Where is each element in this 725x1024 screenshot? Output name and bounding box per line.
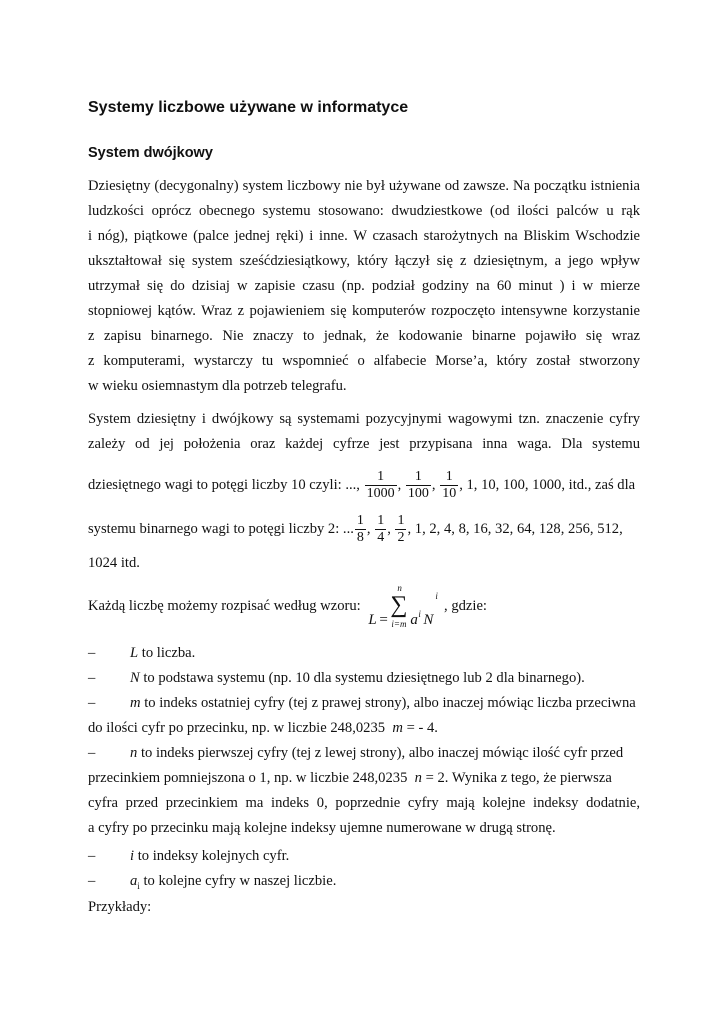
- paragraph-line: z komputerami, wystarczy tu wspomnieć o alfabecie Morse’a, który został stworzony: [88, 353, 640, 369]
- fraction-1-4: $\frac{1}{4}$: [377, 513, 385, 546]
- paragraph-line: zależy od jej położenia oraz każdej cyfrze jest przypisana inna waga. Dla systemu: [88, 436, 640, 452]
- list-item-a: $a_i$ to kolejne cyfry w naszej liczbie.: [130, 873, 337, 891]
- paragraph-line: Dziesiętny (decygonalny) system liczbowy nie był używane od zawsze. Na początku istnienia: [88, 178, 640, 194]
- binary-suffix: , 1, 2, 4, 8, 16, 32, 64, 128, 256, 512,: [407, 521, 623, 537]
- paragraph-line: z zapisu binarnego. Nie znaczy to jednak, że kodowanie binarne pojawiło się wraz: [88, 328, 640, 344]
- formula-lhs: L: [368, 611, 377, 628]
- formula-equals: =: [379, 611, 388, 628]
- formula-exponent: i: [435, 590, 438, 601]
- formula-coefficient-sub: i: [418, 608, 421, 619]
- list-item-m: m to indeks ostatniej cyfry (tej z prawej strony), albo inaczej mówiąc liczba przeciwna: [130, 695, 636, 711]
- list-item-N: N to podstawa systemu (np. 10 dla systemu dziesiętnego lub 2 dla binarnego).: [130, 670, 585, 686]
- paragraph-line: System dziesiętny i dwójkowy są systemami pozycyjnymi wagowymi tzn. znaczenie cyfry: [88, 411, 640, 427]
- binary-weights-end: 1024 itd.: [88, 555, 140, 571]
- list-dash: –: [88, 873, 96, 889]
- decimal-weights-line: dziesiętnego wagi to potęgi liczby 10 czyli: ..., $\frac{1}{1000}$ , $\frac{1}{100}$ , $\frac{1}{10}$ , 1, 10, 100, 1000, itd., zaś dla: [88, 469, 636, 502]
- list-item-L: L to liczba.: [130, 645, 196, 661]
- paragraph-line: ukształtował się system sześćdziesiątkowy, który łączył się z dziesiętnym, a jego wpływ: [88, 253, 640, 269]
- decimal-prefix: dziesiętnego wagi to potęgi liczby 10 czyli: ...,: [88, 477, 360, 493]
- examples-label: Przykłady:: [88, 899, 152, 915]
- list-item-m-cont: do ilości cyfr po przecinku, np. w liczbie 248,0235 m = - 4.: [88, 720, 438, 736]
- list-item-n-cont3: a cyfry po przecinku mają kolejne indeksy ujemne numerowane w drugą stronę.: [88, 820, 556, 836]
- fraction-1-100: $\frac{1}{100}$: [407, 469, 429, 502]
- list-dash: –: [88, 670, 96, 686]
- fraction-1-10: $\frac{1}{10}$: [442, 469, 457, 502]
- formula-base: N: [423, 611, 434, 628]
- formula-coefficient: a: [410, 611, 418, 628]
- section-heading: System dwójkowy: [88, 145, 213, 161]
- binary-prefix: systemu binarnego wagi to potęgi liczby 2: ...: [88, 521, 354, 537]
- list-item-i: i to indeksy kolejnych cyfr.: [130, 848, 290, 864]
- list-dash: –: [88, 848, 96, 864]
- formula-upper-limit: n: [397, 582, 402, 593]
- fraction-1-8: $\frac{1}{8}$: [356, 513, 364, 546]
- formula-intro: Każdą liczbę możemy rozpisać według wzoru:: [88, 598, 361, 614]
- fraction-1-1000: $\frac{1}{1000}$: [366, 469, 395, 502]
- list-dash: –: [88, 695, 96, 711]
- paragraph-line: i nóg), piątkowe (palce jednej ręki) i inne. W czasach starożytnych na Bliskim Wschodzie: [88, 228, 640, 244]
- list-item-n-cont2: cyfra przed przecinkiem ma indeks 0, poprzednie cyfry mają kolejne indeksy dodatnie,: [88, 795, 640, 811]
- page-title: Systemy liczbowe używane w informatyce: [88, 99, 409, 116]
- list-item-n: n to indeks pierwszej cyfry (tej z lewej strony), albo inaczej mówiąc ilość cyfr przed: [130, 745, 624, 761]
- sum-formula: [364, 582, 440, 629]
- formula-line: [88, 584, 487, 628]
- paragraph-line: ludzkości oprócz obecnego systemu stosowano: dwudziestkowe (od ilości palców u rąk: [88, 203, 640, 219]
- decimal-suffix: , 1, 10, 100, 1000, itd., zaś dla: [459, 477, 636, 493]
- paragraph-line: utrzymał się do dzisiaj w zapisie czasu (np. podział godziny na 60 minut ) i w mierze: [88, 278, 640, 294]
- formula-lower-limit: i=m: [391, 618, 407, 629]
- list-item-n-cont: przecinkiem pomniejszona o 1, np. w liczbie 248,0235 n = 2. Wynika z tego, że pierwsza: [88, 770, 612, 786]
- sum-symbol-icon: ∑: [390, 591, 408, 618]
- list-dash: –: [88, 745, 96, 761]
- fraction-1-2: $\frac{1}{2}$: [397, 513, 405, 546]
- paragraph-line: w wieku osiemnastym dla potrzeb telegrafu.: [88, 378, 347, 394]
- formula-outro: , gdzie:: [444, 598, 487, 614]
- list-dash: –: [88, 645, 96, 661]
- binary-weights-line: systemu binarnego wagi to potęgi liczby 2: ... $\frac{1}{8}$ , $\frac{1}{4}$ , $\frac{1}{2}$ , 1, 2, 4, 8, 16, 32, 64, 128, 256, 512,: [88, 513, 623, 546]
- paragraph-line: stopniowej kątów. Wraz z pojawieniem się komputerów rozpoczęto intensywne korzystanie: [88, 303, 640, 319]
